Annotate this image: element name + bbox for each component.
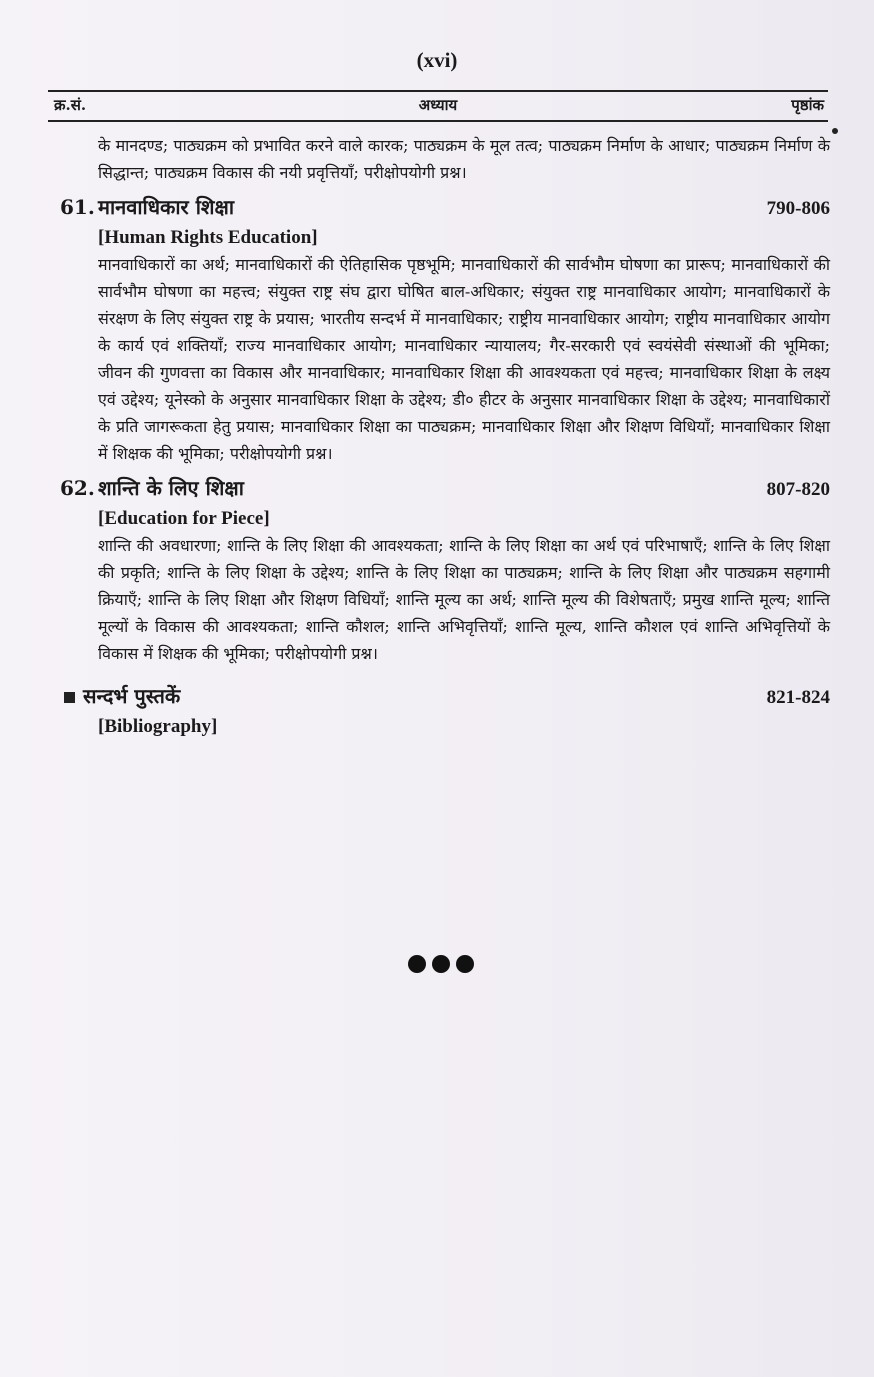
bibliography-title-wrap <box>60 681 767 711</box>
square-bullet-icon <box>64 692 75 703</box>
bibliography-heading <box>60 681 830 713</box>
chapter-pages: 807-820 <box>766 479 830 500</box>
chapter-heading <box>60 192 830 224</box>
chapter-english-title: [Education for Piece] <box>98 508 270 529</box>
end-ornament-icon <box>408 955 474 973</box>
bibliography-entry <box>60 681 830 740</box>
chapter-description: मानवाधिकारों का अर्थ; मानवाधिकारों की ऐतिहासिक पृष्ठभूमि; मानवाधिकारों की सार्वभौम घोषणा का प्रारूप; मानवाधिकारों की सार्वभौम घोषणा का महत्त्व; संयुक्त राष्ट्र संघ द्वारा घोषित बाल-अधिकार; संयुक्त राष्ट्र मानवाधिकार आयोग; मानवाधिकारों के संरक्षण के लिए संयुक्त राष्ट्र के प्रयास; भारतीय सन्दर्भ में मानवाधिकार; राष्ट्रीय मानवाधिकार आयोग; राष्ट्रीय मानवाधिकार आयोग के कार्य एवं शक्तियाँ; राज्य मानवाधिकार आयोग; मानवाधिकार न्यायालय; गैर-सरकारी एवं स्वयंसेवी संस्थाओं की भूमिका; जीवन की गुणवत्ता का विकास और मानवाधिकार; मानवाधिकार शिक्षा की आवश्यकता एवं महत्त्व; मानवाधिकार शिक्षा के लक्ष्य एवं उद्देश्य; यूनेस्को के अनुसार मानवाधिकार शिक्षा के उद्देश्य; डी० हीटर के अनुसार मानवाधिकार शिक्षा के उद्देश्य; मानवाधिकारों के प्रति जागरूकता हेतु प्रयास; मानवाधिकार शिक्षा का पाठ्यक्रम; मानवाधिकार शिक्षा और शिक्षण विधियाँ; मानवाधिकार शिक्षा में शिक्षक की भूमिका; परीक्षोपयोगी प्रश्न। <box>98 255 830 463</box>
chapter-english-title: [Human Rights Education] <box>98 227 318 248</box>
chapter-number: 62. <box>60 476 95 500</box>
ornament-dot-icon <box>456 955 474 973</box>
chapter-heading <box>60 473 830 505</box>
chapter-title: मानवाधिकार शिक्षा <box>98 195 235 219</box>
continuation-text: के मानदण्ड; पाठ्यक्रम को प्रभावित करने वाले कारक; पाठ्यक्रम के मूल तत्व; पाठ्यक्रम निर्माण के आधार; पाठ्यक्रम निर्माण के सिद्धान्त; पाठ्यक्रम विकास की नयी प्रवृत्तियाँ; परीक्षोपयोगी प्रश्न। <box>98 136 830 182</box>
ink-dot <box>832 128 838 134</box>
bibliography-english-title: [Bibliography] <box>98 716 218 737</box>
header-chapter-label: अध्याय <box>418 96 458 114</box>
header-serial-label: क्र.सं. <box>54 96 87 114</box>
chapter-entry-61 <box>60 192 830 467</box>
chapter-pages: 790-806 <box>766 198 830 219</box>
table-header <box>48 90 828 122</box>
ornament-dot-icon <box>432 955 450 973</box>
chapter-entry-62 <box>60 473 830 667</box>
page-number: (xvi) <box>416 48 458 72</box>
bibliography-title: सन्दर्भ पुस्तकें <box>83 684 181 708</box>
chapter-title: शान्ति के लिए शिक्षा <box>98 476 244 500</box>
chapter-description: शान्ति की अवधारणा; शान्ति के लिए शिक्षा की आवश्यकता; शान्ति के लिए शिक्षा का अर्थ एवं परिभाषाएँ; शान्ति के लिए शिक्षा की प्रकृति; शान्ति के लिए शिक्षा के उद्देश्य; शान्ति के लिए शिक्षा का पाठ्यक्रम; शान्ति के लिए शिक्षा और पाठ्यक्रम सहगामी क्रियाएँ; शान्ति के लिए शिक्षा और शिक्षण विधियाँ; शान्ति मूल्य का अर्थ; शान्ति मूल्य की विशेषताएँ; प्रमुख शान्ति मूल्य; शान्ति मूल्यों के विकास की आवश्यकता; शान्ति कौशल; शान्ति अभिवृत्तियाँ; शान्ति मूल्य, शान्ति कौशल एवं शान्ति अभिवृत्तियों के विकास में शिक्षक की भूमिका; परीक्षोपयोगी प्रश्न। <box>98 536 830 663</box>
contents-list <box>60 132 830 740</box>
chapter-number: 61. <box>60 195 95 219</box>
bibliography-pages: 821-824 <box>766 687 830 708</box>
ornament-dot-icon <box>408 955 426 973</box>
header-page-label: पृष्ठांक <box>791 96 824 114</box>
